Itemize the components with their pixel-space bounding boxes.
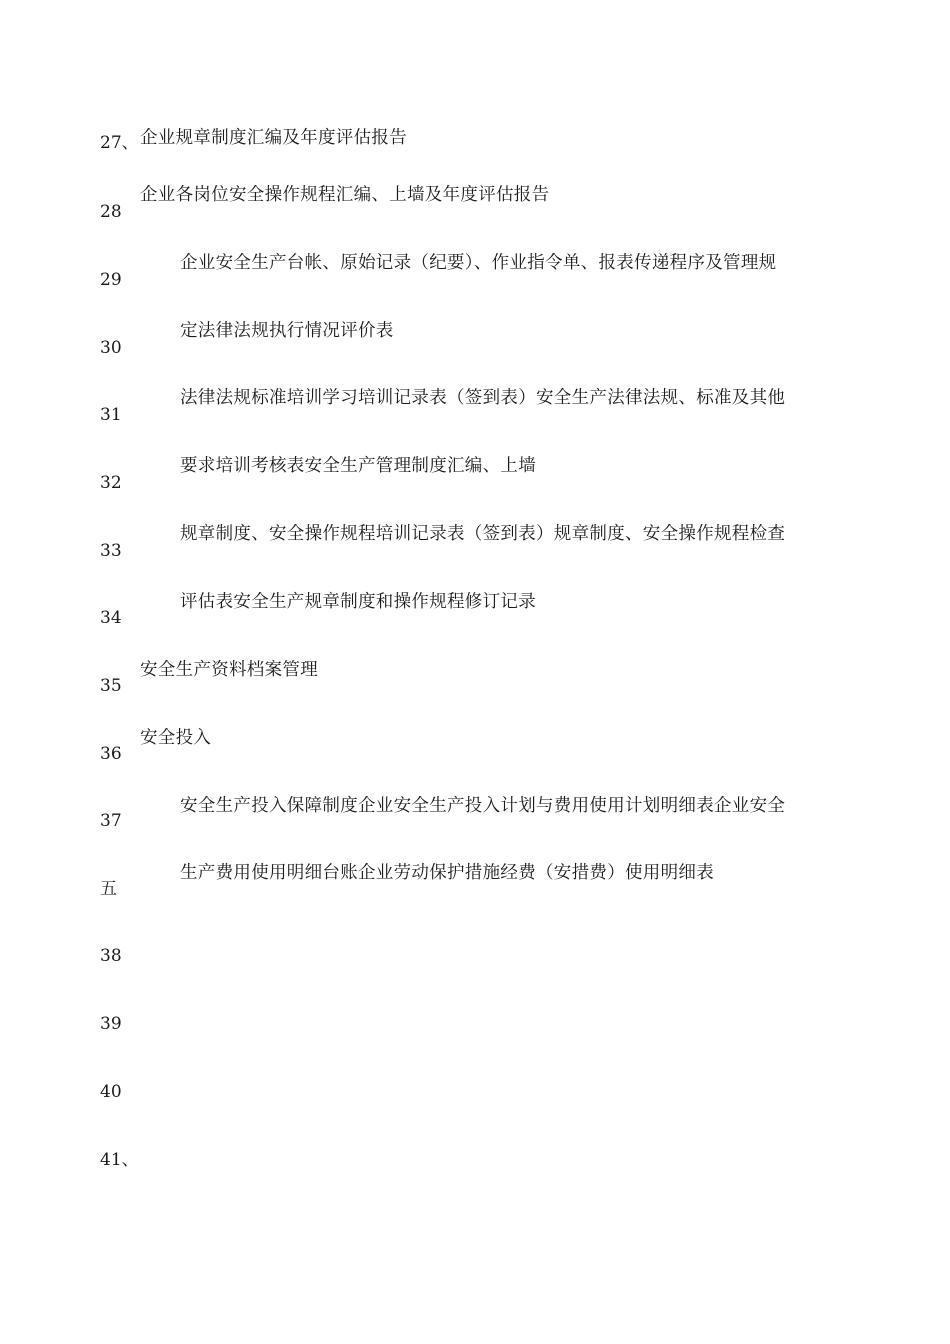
- line-number: 37: [100, 811, 122, 831]
- line-text: 安全生产资料档案管理: [140, 660, 318, 680]
- line-text: 企业各岗位安全操作规程汇编、上墙及年度评估报告: [140, 185, 550, 205]
- line-number: 40: [100, 1082, 122, 1102]
- line-text: 定法律法规执行情况评价表: [180, 321, 394, 341]
- line-text: 生产费用使用明细台账企业劳动保护措施经费（安措费）使用明细表: [180, 863, 714, 883]
- line-number: 36: [100, 744, 122, 764]
- line-text: 企业安全生产台帐、原始记录（纪要）、作业指令单、报表传递程序及管理规: [180, 253, 777, 273]
- line-text: 评估表安全生产规章制度和操作规程修订记录: [180, 592, 536, 612]
- line-number: 32: [100, 473, 122, 493]
- line-number: 31: [100, 405, 122, 425]
- line-text: 安全投入: [140, 728, 212, 748]
- line-number: 29: [100, 270, 122, 290]
- line-text: 安全生产投入保障制度企业安全生产投入计划与费用使用计划明细表企业安全: [180, 796, 786, 816]
- line-number: 30: [100, 338, 122, 358]
- line-number: 五: [100, 879, 117, 899]
- line-text: 企业规章制度汇编及年度评估报告: [140, 128, 407, 148]
- line-number: 39: [100, 1014, 122, 1034]
- line-number: 27、: [100, 133, 139, 153]
- line-number: 28: [100, 202, 122, 222]
- line-number: 35: [100, 676, 122, 696]
- line-text: 要求培训考核表安全生产管理制度汇编、上墙: [180, 456, 536, 476]
- line-number: 41、: [100, 1150, 139, 1170]
- line-number: 38: [100, 946, 122, 966]
- line-text: 规章制度、安全操作规程培训记录表（签到表）规章制度、安全操作规程检查: [180, 524, 786, 544]
- line-text: 法律法规标准培训学习培训记录表（签到表）安全生产法律法规、标准及其他: [180, 388, 786, 408]
- line-number: 33: [100, 541, 122, 561]
- line-number: 34: [100, 608, 122, 628]
